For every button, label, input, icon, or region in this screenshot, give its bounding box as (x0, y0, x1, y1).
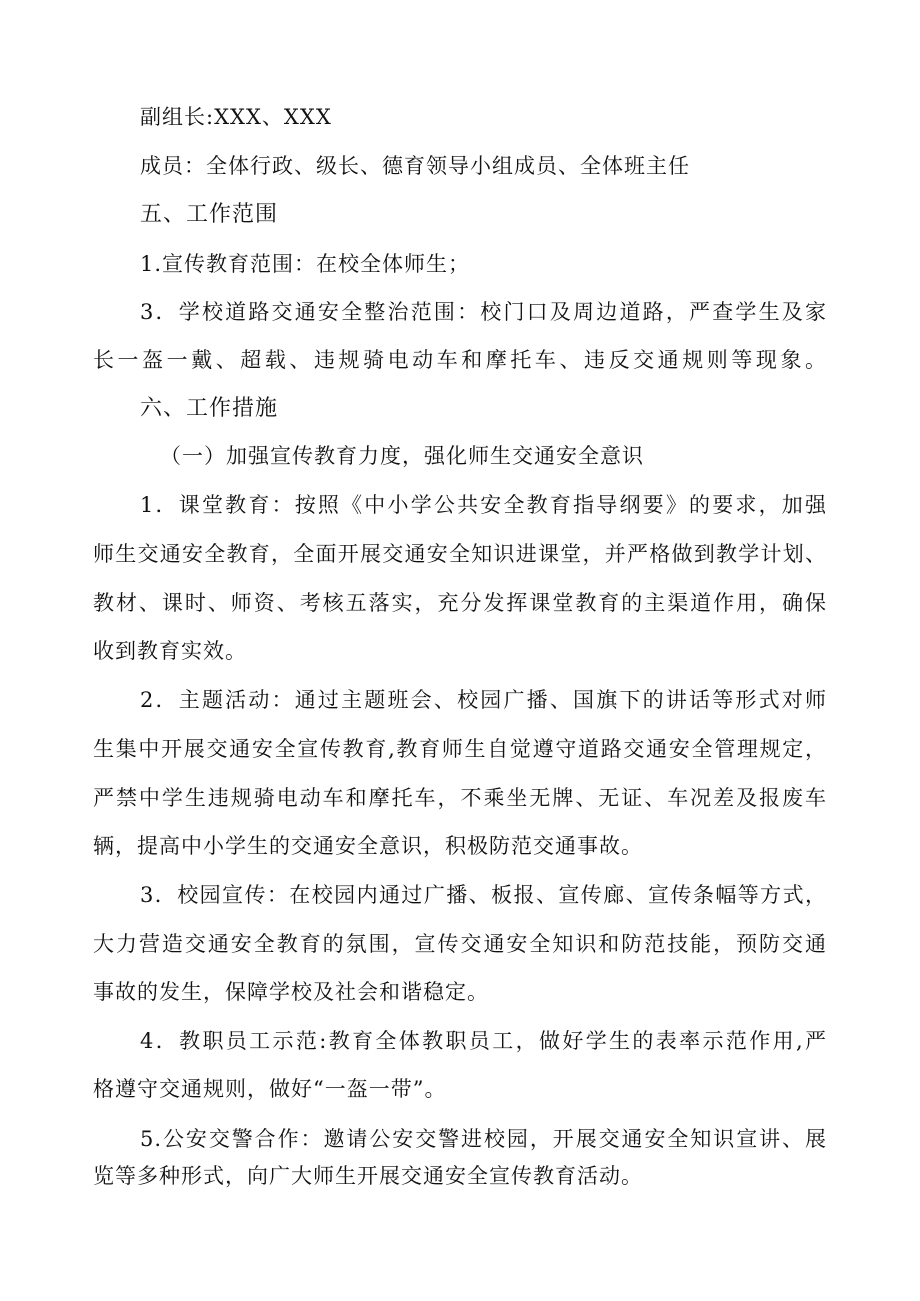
measure-4-line-1: 4．教职员工示范:教育全体教职员工，做好学生的表率示范作用,严 (140, 1029, 827, 1053)
measure-2-line-4: 辆，提高中小学生的交通安全意识，积极防范交通事故。 (93, 834, 643, 858)
measure-1-line-3: 教材、课时、师资、考核五落实，充分发挥课堂教育的主渠道作用，确保 (93, 591, 827, 615)
section-6-heading: 六、工作措施 (140, 396, 279, 421)
measure-1-line-2: 师生交通安全教育，全面开展交通安全知识进课堂，并严格做到教学计划、 (93, 542, 827, 566)
measure-4-line-2: 格遵守交通规则，做好“一盔一带”。 (93, 1077, 447, 1101)
scope-3-paragraph-line-2: 长一盔一戴、超载、违规骑电动车和摩托车、违反交通规则等现象。 (93, 348, 827, 372)
measure-3-line-1: 3．校园宣传：在校园内通过广播、板报、宣传廊、宣传条幅等方式， (140, 883, 827, 907)
scope-3-paragraph-line-1: 3．学校道路交通安全整治范围：校门口及周边道路，严查学生及家 (140, 300, 827, 324)
measure-2-line-3: 严禁中学生违规骑电动车和摩托车，不乘坐无牌、无证、车况差及报废车 (93, 786, 827, 810)
measure-1-line-4: 收到教育实效。 (93, 639, 247, 663)
measure-2-line-1: 2．主题活动：通过主题班会、校园广播、国旗下的讲话等形式对师 (140, 688, 827, 712)
subsection-1-heading: （一）加强宣传教育力度，强化师生交通安全意识 (160, 444, 644, 468)
deputy-leader-line: 副组长:XXX、XXX (140, 105, 332, 129)
members-line: 成员：全体行政、级长、德育领导小组成员、全体班主任 (140, 154, 690, 178)
scope-1-paragraph: 1.宣传教育范围：在校全体师生； (140, 252, 471, 276)
measure-1-line-1: 1．课堂教育：按照《中小学公共安全教育指导纲要》的要求，加强 (140, 493, 827, 517)
measure-5-line-2: 览等多种形式，向广大师生开展交通安全宣传教育活动。 (93, 1164, 643, 1188)
measure-2-line-2: 生集中开展交通安全宣传教育,教育师生自觉遵守道路交通安全管理规定， (93, 737, 827, 761)
measure-3-line-2: 大力营造交通安全教育的氛围，宣传交通安全知识和防范技能，预防交通 (93, 932, 827, 956)
section-5-heading: 五、工作范围 (140, 202, 279, 227)
measure-5-line-1: 5.公安交警合作：邀请公安交警进校园，开展交通安全知识宣讲、展 (140, 1127, 827, 1151)
measure-3-line-3: 事故的发生，保障学校及社会和谐稳定。 (93, 980, 489, 1004)
